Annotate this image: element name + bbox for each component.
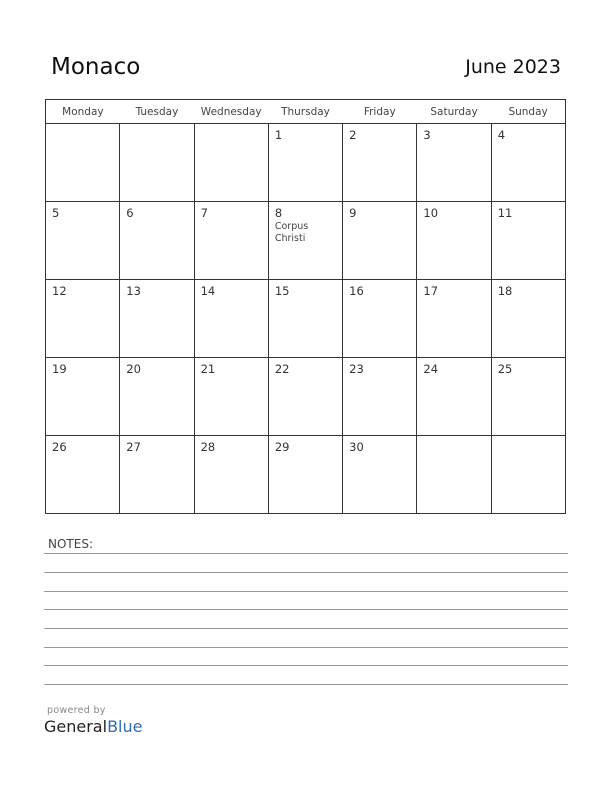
day-cell xyxy=(417,124,491,202)
day-number: 4 xyxy=(497,128,506,142)
day-number: 29 xyxy=(274,440,290,454)
week-row xyxy=(46,358,566,436)
day-cell xyxy=(120,124,194,202)
day-number: 15 xyxy=(274,284,290,298)
day-number: 7 xyxy=(200,206,208,220)
note-line xyxy=(44,609,568,610)
day-number: 1 xyxy=(274,128,283,142)
day-number: 27 xyxy=(126,440,141,454)
day-cell xyxy=(120,358,194,436)
day-number: 6 xyxy=(126,206,134,220)
weekday-header: Friday xyxy=(343,100,417,124)
day-cell xyxy=(120,280,194,358)
brand-general: General xyxy=(44,717,108,736)
country-title: Monaco xyxy=(51,54,141,80)
day-number: 11 xyxy=(497,206,513,220)
day-cell xyxy=(268,202,342,280)
day-number: 8 xyxy=(274,206,283,220)
day-number: 22 xyxy=(274,362,290,376)
day-number: 2 xyxy=(349,128,357,142)
calendar-grid xyxy=(45,99,566,514)
day-cell xyxy=(417,280,491,358)
day-cell xyxy=(120,436,194,514)
day-cell xyxy=(268,124,342,202)
note-line xyxy=(44,628,568,629)
day-cell xyxy=(343,358,417,436)
day-number: 25 xyxy=(497,362,513,376)
day-cell xyxy=(268,280,342,358)
holiday-label: Corpus Christi xyxy=(274,221,309,244)
day-cell xyxy=(343,202,417,280)
day-cell xyxy=(194,436,268,514)
day-cell xyxy=(417,202,491,280)
day-cell xyxy=(343,280,417,358)
day-cell xyxy=(417,436,491,514)
day-cell xyxy=(46,202,120,280)
day-cell xyxy=(194,358,268,436)
note-line xyxy=(44,553,568,554)
day-cell xyxy=(343,436,417,514)
day-cell xyxy=(268,358,342,436)
day-number: 16 xyxy=(349,284,364,298)
day-number: 9 xyxy=(349,206,357,220)
day-cell xyxy=(46,436,120,514)
week-row xyxy=(46,436,566,514)
day-number: 18 xyxy=(497,284,513,298)
day-cell xyxy=(194,280,268,358)
day-number: 13 xyxy=(126,284,141,298)
week-row xyxy=(46,124,566,202)
week-row xyxy=(46,202,566,280)
note-line xyxy=(44,665,568,666)
week-row xyxy=(46,280,566,358)
weekday-header: Monday xyxy=(46,100,120,124)
day-cell xyxy=(268,436,342,514)
weekday-header: Thursday xyxy=(268,100,342,124)
day-cell xyxy=(46,124,120,202)
day-number: 26 xyxy=(52,440,67,454)
day-number: 17 xyxy=(423,284,439,298)
generalblue-logo xyxy=(44,705,142,736)
brand-blue: Blue xyxy=(107,717,143,736)
day-cell xyxy=(46,280,120,358)
weekday-header-row xyxy=(46,100,566,124)
day-number: 3 xyxy=(423,128,431,142)
notes-label: NOTES: xyxy=(48,537,93,551)
brand-name xyxy=(44,717,142,736)
weekday-header: Saturday xyxy=(417,100,491,124)
day-number: 10 xyxy=(423,206,439,220)
day-cell xyxy=(46,358,120,436)
day-cell xyxy=(120,202,194,280)
day-number: 20 xyxy=(126,362,141,376)
day-number: 23 xyxy=(349,362,364,376)
day-cell xyxy=(491,124,565,202)
month-year-title: June 2023 xyxy=(465,56,561,78)
weekday-header: Tuesday xyxy=(120,100,194,124)
weekday-header: Wednesday xyxy=(194,100,268,124)
day-cell xyxy=(491,358,565,436)
note-line xyxy=(44,647,568,648)
day-number: 28 xyxy=(200,440,216,454)
powered-by-text: powered by xyxy=(47,705,106,716)
note-line xyxy=(44,591,568,592)
day-cell xyxy=(491,202,565,280)
day-number: 12 xyxy=(52,284,67,298)
day-cell xyxy=(343,124,417,202)
day-cell xyxy=(194,124,268,202)
weekday-header: Sunday xyxy=(491,100,565,124)
day-number: 19 xyxy=(52,362,67,376)
day-number: 21 xyxy=(200,362,216,376)
day-cell xyxy=(491,280,565,358)
day-number: 5 xyxy=(52,206,60,220)
day-number: 30 xyxy=(349,440,364,454)
day-number: 24 xyxy=(423,362,439,376)
note-line xyxy=(44,572,568,573)
note-line xyxy=(44,684,568,685)
day-cell xyxy=(417,358,491,436)
day-cell xyxy=(491,436,565,514)
day-number: 14 xyxy=(200,284,216,298)
day-cell xyxy=(194,202,268,280)
